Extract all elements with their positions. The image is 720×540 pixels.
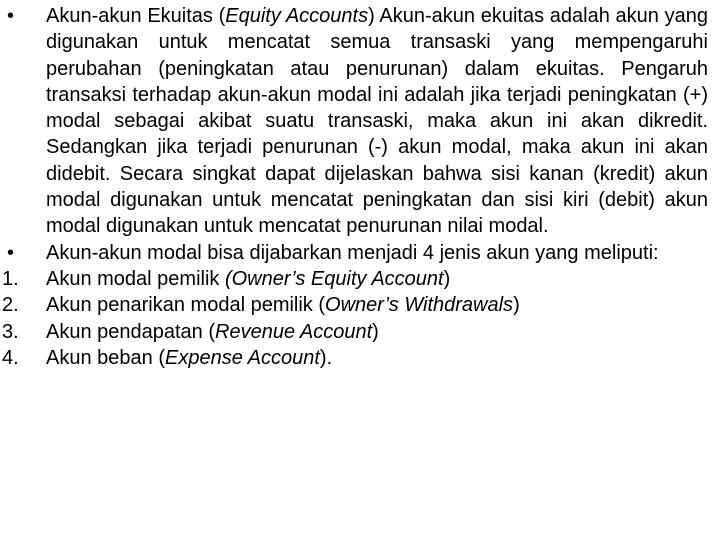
- list-text-part: ): [513, 294, 520, 317]
- bullet-text-part: ) Akun-akun ekuitas adalah akun yang digunakan untuk mencatat semua transaski yang mempengaruhi perubahan (peningkatan atau penurunan) dalam ekuitas. Pengaruh transaksi terhadap akun-akun modal ini adalah jika terjadi peningkatan (+) modal sebagai akibat suatu transaski, maka akun ini akan dikredit. Sedangkan jika terjadi penurunan (-) akun modal, maka akun ini akan didebit. Secara singkat dapat dijelaskan bahwa sisi kanan (kredit) akun modal digunakan untuk mencatat peningkatan dan sisi kiri (debit) akun modal digunakan untuk mencatat penurunan nilai modal.: [46, 5, 708, 238]
- list-text-part: Akun modal pemilik: [46, 267, 225, 290]
- list-text-italic: Expense Account: [164, 346, 320, 369]
- list-text: [46, 266, 708, 292]
- list-text-part: Akun penarikan modal pemilik (: [46, 294, 326, 317]
- list-number: 3.: [2, 320, 19, 343]
- list-item-owners-equity: [0, 266, 720, 292]
- bullet-text-italic: Equity Accounts: [225, 5, 369, 27]
- list-number: 4.: [2, 346, 19, 369]
- slide-content: [0, 3, 720, 371]
- list-text-part: ).: [319, 346, 333, 369]
- bullet-marker: •: [7, 5, 15, 27]
- bullet-text-four-types: Akun-akun modal bisa dijabarkan menjadi 4 jenis akun yang meliputi:: [46, 241, 659, 264]
- list-text-part: Akun beban (: [46, 346, 165, 369]
- bullet-text-part: Akun-akun Ekuitas (: [46, 5, 226, 27]
- bullet-marker: •: [7, 241, 15, 264]
- bullet-item-equity-accounts: [0, 3, 720, 240]
- list-text: [46, 345, 708, 371]
- list-text: [46, 319, 708, 345]
- list-item-expense: [0, 345, 720, 371]
- list-text-italic: Owner’s Withdrawals: [325, 294, 514, 317]
- list-text-part: Akun pendapatan (: [46, 320, 216, 343]
- list-item-revenue: [0, 319, 720, 345]
- list-number: 2.: [2, 294, 19, 317]
- bullet-item-four-types: [0, 240, 720, 266]
- list-text-part: ): [443, 267, 451, 290]
- list-text: [46, 292, 708, 318]
- list-text-italic: Revenue Account: [215, 320, 373, 343]
- list-text-part: ): [372, 320, 379, 343]
- list-text-italic: (Owner’s Equity Account: [224, 267, 444, 290]
- bullet-text-equity-accounts: [46, 3, 708, 240]
- list-number: 1.: [2, 267, 19, 290]
- list-item-owners-withdrawals: [0, 292, 720, 318]
